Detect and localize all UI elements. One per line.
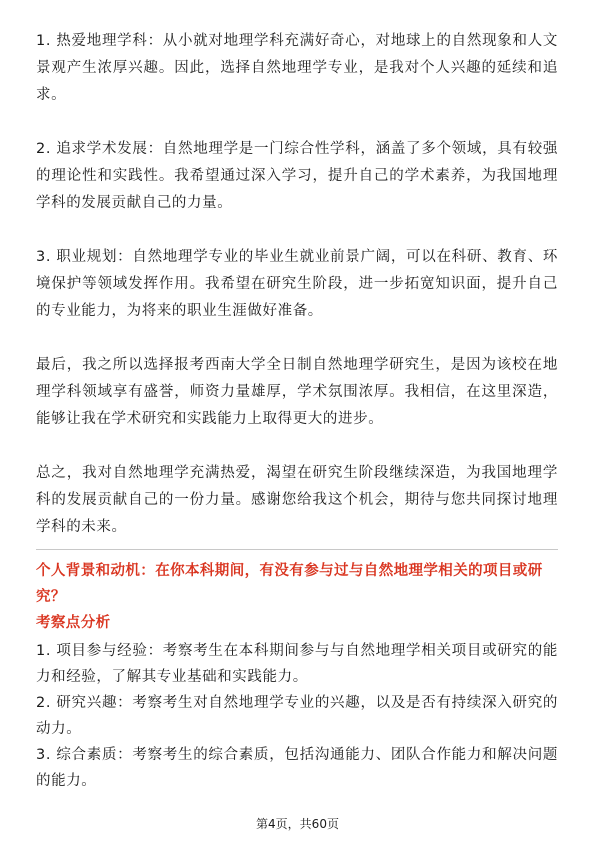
analysis-item-experience: 1. 项目参与经验：考察考生在本科期间参与与自然地理学相关项目或研究的能力和经验，了解其专业基础和实践能力。: [36, 643, 558, 685]
paragraph-career: 3. 职业规划：自然地理学专业的毕业生就业前景广阔，可以在科研、教育、环境保护等领域发挥作用。我希望在研究生阶段，进一步拓宽知识面，提升自己的专业能力，为将来的职业生涯做好准备。: [36, 249, 558, 319]
paragraph-university: 最后，我之所以选择报考西南大学全日制自然地理学研究生，是因为该校在地理学科领域享有盛誉，师资力量雄厚，学术氛围浓厚。我相信，在这里深造，能够让我在学术研究和实践能力上取得更大的进步。: [36, 357, 558, 427]
analysis-item-interest: 2. 研究兴趣：考察考生对自然地理学专业的兴趣，以及是否有持续深入研究的动力。: [36, 695, 558, 737]
paragraph-interest: 1. 热爱地理学科：从小就对地理学科充满好奇心，对地球上的自然现象和人文景观产生浓厚兴趣。因此，选择自然地理学专业，是我对个人兴趣的延续和追求。: [36, 33, 558, 103]
paragraph-academic: 2. 追求学术发展：自然地理学是一门综合性学科，涵盖了多个领域，具有较强的理论性和实践性。我希望通过深入学习，提升自己的学术素养，为我国地理学科的发展贡献自己的力量。: [36, 141, 558, 211]
page-content: [36, 28, 558, 794]
interview-question: 个人背景和动机：在你本科期间，有没有参与过与自然地理学相关的项目或研究？: [36, 563, 543, 605]
page-number: 第4页，共60页: [256, 817, 339, 831]
paragraph-conclusion: 总之，我对自然地理学充满热爱，渴望在研究生阶段继续深造，为我国地理学科的发展贡献自己的一份力量。感谢您给我这个机会，期待与您共同探讨地理学科的未来。: [36, 465, 558, 535]
section-divider: [36, 549, 558, 550]
analysis-item-quality: 3. 综合素质：考察考生的综合素质，包括沟通能力、团队合作能力和解决问题的能力。: [36, 747, 558, 789]
analysis-title: 考察点分析: [36, 615, 111, 631]
